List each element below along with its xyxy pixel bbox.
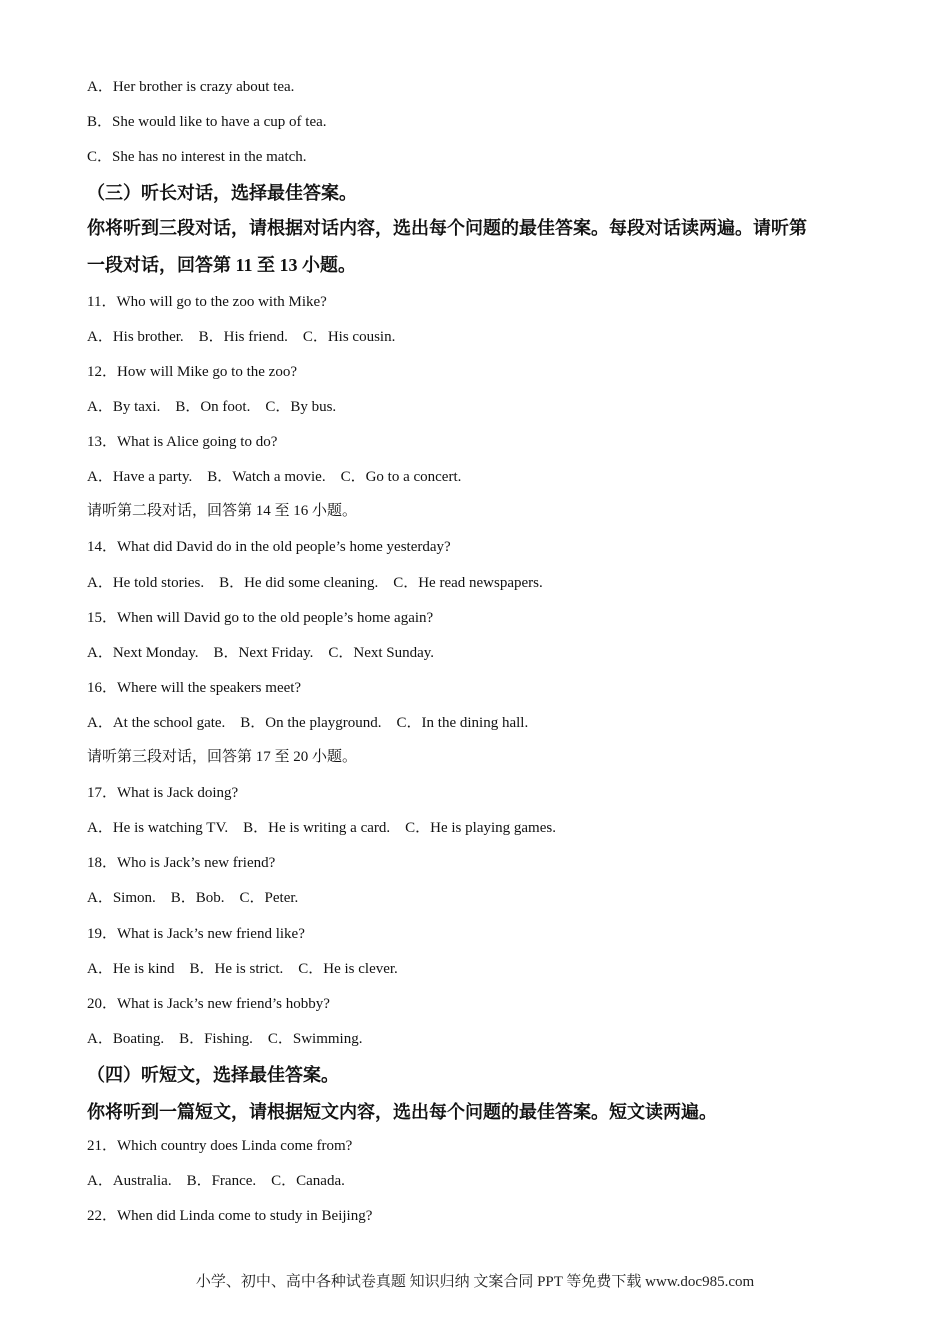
question-line: A．He told stories. B．He did some cleaning. C．He read newspapers. — [87, 575, 543, 591]
question-line: A．Her brother is crazy about tea. — [87, 79, 295, 95]
question-line: 12．How will Mike go to the zoo? — [87, 364, 297, 380]
question-line: A．His brother. B．His friend. C．His cousin. — [87, 329, 396, 345]
question-line: B．She would like to have a cup of tea. — [87, 114, 327, 130]
question-line: A．Australia. B．France. C．Canada. — [87, 1173, 345, 1189]
question-line: C．She has no interest in the match. — [87, 149, 307, 165]
question-line: 17．What is Jack doing? — [87, 785, 239, 801]
question-line: 22．When did Linda come to study in Beijing? — [87, 1208, 373, 1224]
question-line: 19．What is Jack’s new friend like? — [87, 926, 305, 942]
question-line: 请听第三段对话，回答第 17 至 20 小题。 — [87, 749, 358, 765]
question-line: 15．When will David go to the old people’s home again? — [87, 610, 434, 626]
question-line: 11．Who will go to the zoo with Mike? — [87, 294, 327, 310]
question-line: A．Next Monday. B．Next Friday. C．Next Sunday. — [87, 645, 435, 661]
section-heading: 一段对话，回答第 11 至 13 小题。 — [87, 255, 357, 275]
question-line: A．He is kind B．He is strict. C．He is clever. — [87, 961, 398, 977]
question-line: A．Have a party. B．Watch a movie. C．Go to a concert. — [87, 469, 462, 485]
section-heading: （四）听短文，选择最佳答案。 — [87, 1065, 339, 1085]
question-line: A．Simon. B．Bob. C．Peter. — [87, 890, 299, 906]
section-heading: （三）听长对话，选择最佳答案。 — [87, 183, 357, 203]
question-line: 13．What is Alice going to do? — [87, 434, 278, 450]
section-heading: 你将听到三段对话，请根据对话内容，选出每个问题的最佳答案。每段对话读两遍。请听第 — [87, 218, 807, 238]
section-heading: 你将听到一篇短文，请根据短文内容，选出每个问题的最佳答案。短文读两遍。 — [87, 1102, 717, 1122]
question-line: A．At the school gate. B．On the playground. C．In the dining hall. — [87, 715, 529, 731]
question-line: 20．What is Jack’s new friend’s hobby? — [87, 996, 330, 1012]
question-line: 18．Who is Jack’s new friend? — [87, 855, 276, 871]
question-line: A．He is watching TV. B．He is writing a card. C．He is playing games. — [87, 820, 556, 836]
question-line: 16．Where will the speakers meet? — [87, 680, 302, 696]
question-line: A．Boating. B．Fishing. C．Swimming. — [87, 1031, 363, 1047]
page-footer: 小学、初中、高中各种试卷真题 知识归纳 文案合同 PPT 等免费下载 www.doc985.com — [195, 1274, 755, 1290]
question-line: 14．What did David do in the old people’s home yesterday? — [87, 539, 451, 555]
question-line: 请听第二段对话，回答第 14 至 16 小题。 — [87, 503, 358, 519]
question-line: 21．Which country does Linda come from? — [87, 1138, 353, 1154]
question-line: A．By taxi. B．On foot. C．By bus. — [87, 399, 337, 415]
